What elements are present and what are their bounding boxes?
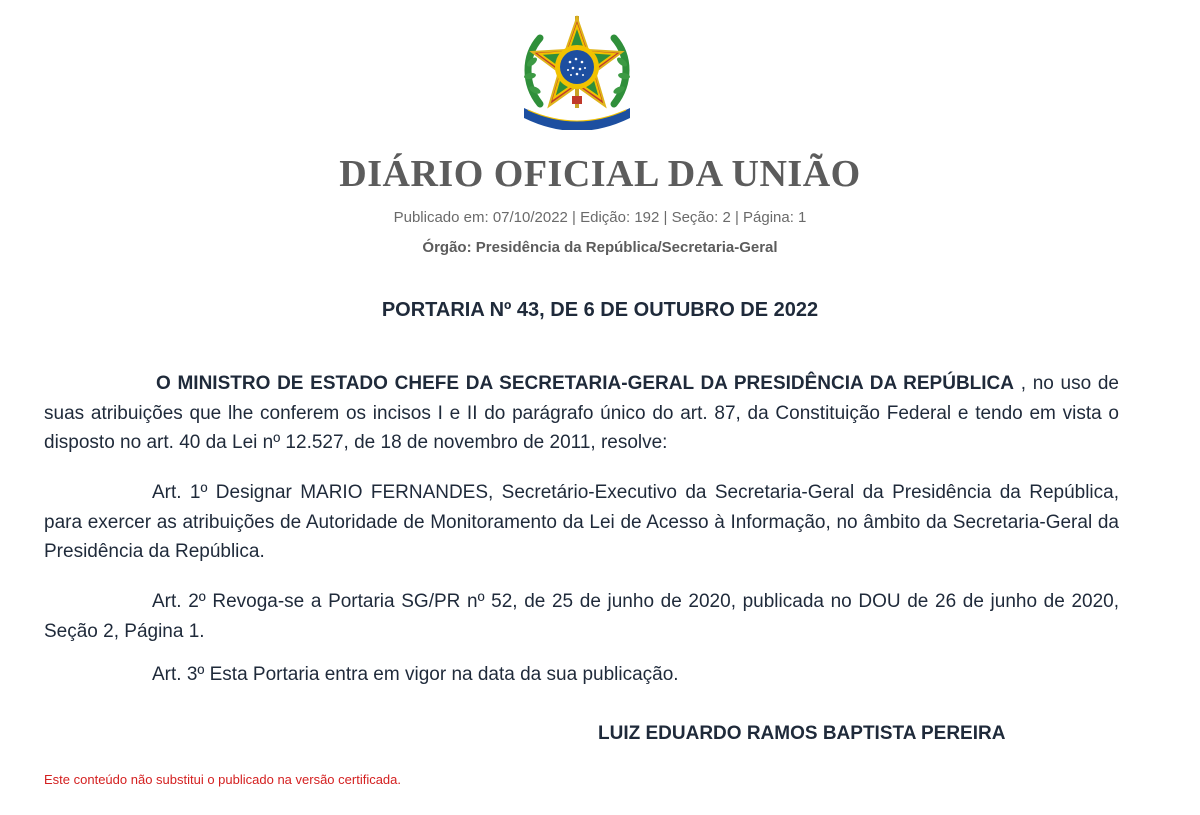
signatory-name: LUIZ EDUARDO RAMOS BAPTISTA PEREIRA	[598, 723, 1006, 744]
article-1	[44, 478, 1119, 567]
article-3	[44, 660, 1119, 690]
article-text: Art. 3º Esta Portaria entra em vigor na data da sua publicação.	[152, 664, 679, 685]
publication-meta: Publicado em: 07/10/2022 | Edição: 192 | Seção: 2 | Página: 1	[393, 209, 807, 226]
portaria-title: PORTARIA Nº 43, DE 6 DE OUTUBRO DE 2022	[381, 299, 819, 321]
brazil-coat-of-arms-icon	[518, 12, 636, 130]
preamble-authority: O MINISTRO DE ESTADO CHEFE DA SECRETARIA-GERAL DA PRESIDÊNCIA DA REPÚBLICA	[156, 373, 1015, 394]
article-text: Art. 2º Revoga-se a Portaria SG/PR nº 52, de 25 de junho de 2020, publicada no DOU de 26 de junho de 2020, Seção 2, Página 1.	[44, 591, 1119, 642]
article-2	[44, 587, 1119, 646]
article-text: Art. 1º Designar MARIO FERNANDES, Secretário-Executivo da Secretaria-Geral da Presidência da República, para exercer as atribuições de Autoridade de Monitoramento da Lei de Acesso à Informação, no âmbito da Secretaria-Geral da Presidência da República.	[44, 482, 1119, 562]
page-title: DIÁRIO OFICIAL DA UNIÃO	[339, 153, 861, 195]
issuing-organ: Órgão: Presidência da República/Secretaria-Geral	[422, 239, 778, 256]
preamble-paragraph	[44, 369, 1119, 458]
preamble-text: , no uso de suas atribuições que lhe conferem os incisos I e II do parágrafo único do art. 87, da Constituição Federal e tendo em vista o disposto no art. 40 da Lei nº 12.527, de 18 de novembro de 2011, resolve:	[44, 373, 1119, 453]
certification-disclaimer: Este conteúdo não substitui o publicado na versão certificada.	[44, 772, 402, 787]
